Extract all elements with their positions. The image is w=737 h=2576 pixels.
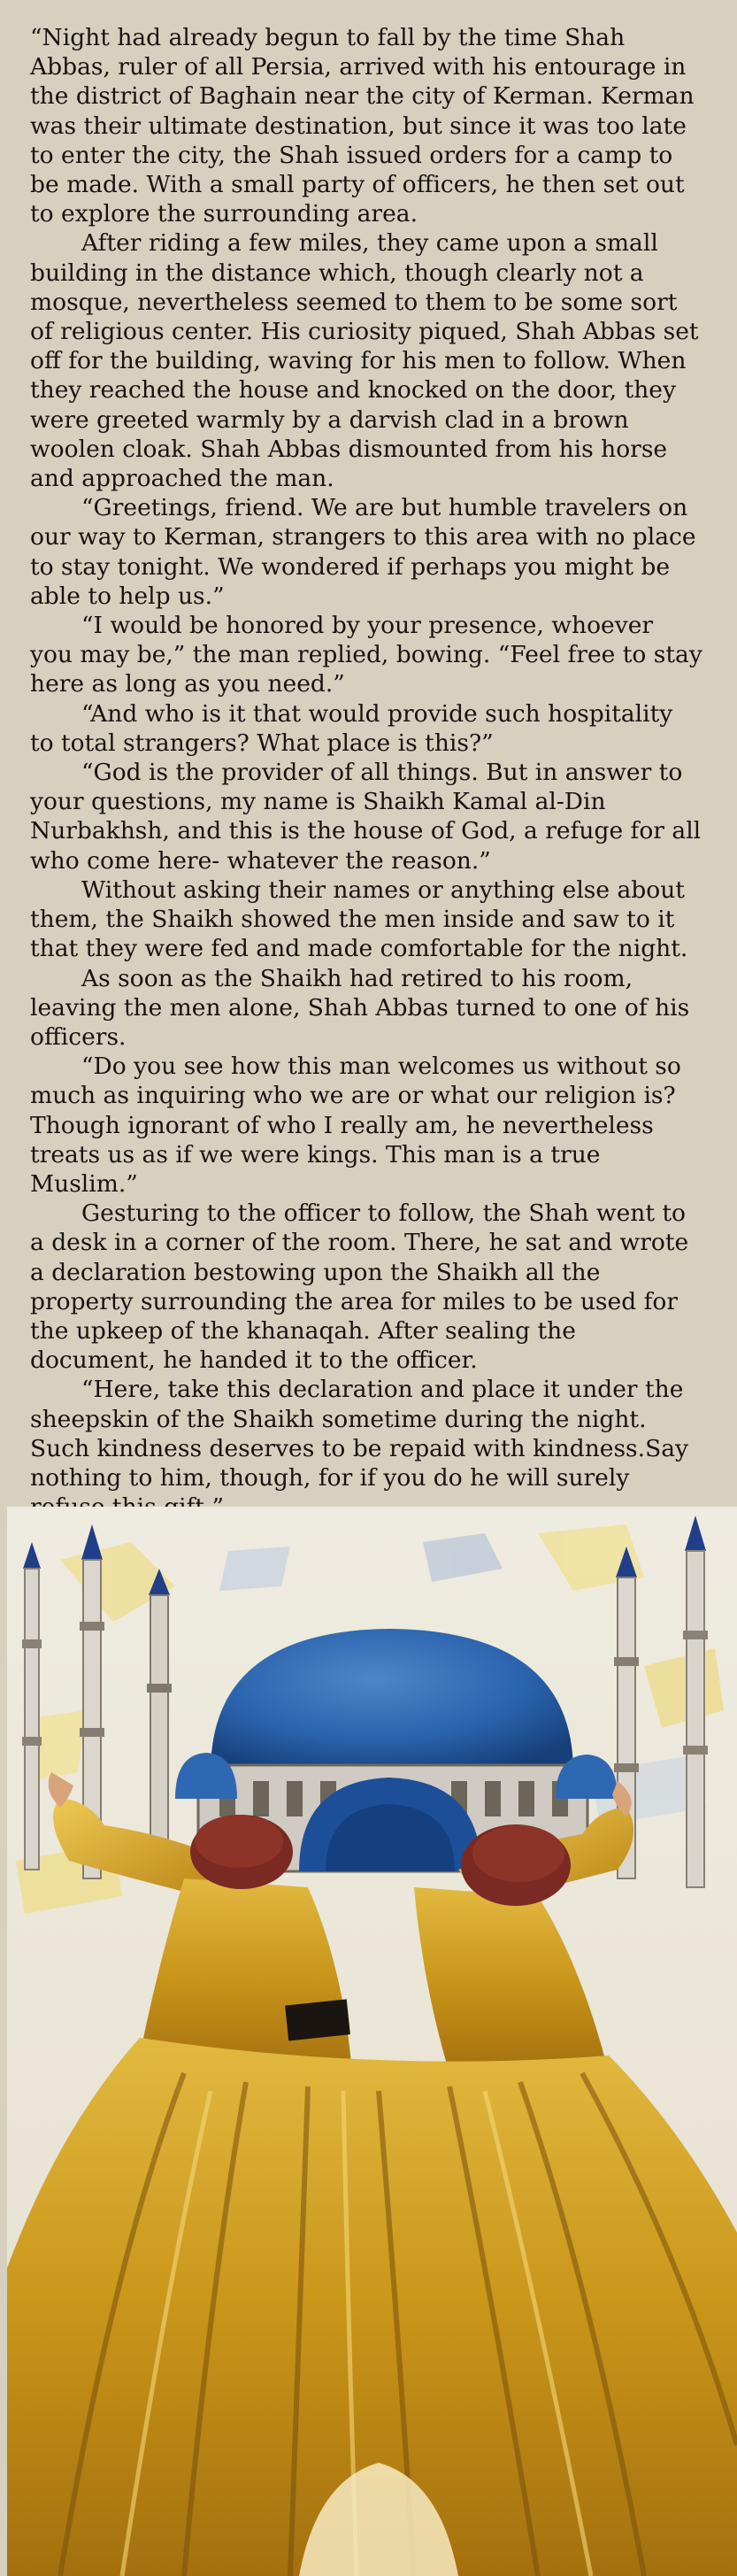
story-paragraph: After riding a few miles, they came upon a small building in the distance which, though clearly not a mosque, nevertheless seemed to them to be some sort of religious center. His curiosity piqued, Shah Abbas set off for the building, waving for his men to follow. When they reached the house and knocked on the door, they were greeted warmly by a darvish clad in a brown woolen cloak. Shah Abbas dismounted from his horse and approached the man.: [30, 229, 699, 493]
story-paragraph: “Night had already begun to fall by the time Shah Abbas, ruler of all Persia, arrived with his entourage in the district of Baghain near the city of Kerman. Kerman was their ultimate destination, but since it was too late to enter the city, the Shah issued orders for a camp to be made. With a small party of officers, he then set out to explore the surrounding area.: [30, 24, 695, 228]
minaret-right-2: [683, 1516, 708, 1887]
story-paragraph: “God is the provider of all things. But in answer to your questions, my name is Shaikh Kamal al-Din Nurbakhsh, and this is the house of God, a refuge for all who come here- whatever the reason.”: [30, 759, 702, 875]
minaret-left-1: [22, 1542, 42, 1870]
story-paragraph: As soon as the Shaikh had retired to his room, leaving the men alone, Shah Abbas turned to one of his officers.: [30, 964, 690, 1051]
story-paragraph: “I would be honored by your presence, whoever you may be,” the man replied, bowing. “Feel free to stay here as long as you need.”: [30, 612, 702, 698]
story-paragraph: “Greetings, friend. We are but humble travelers on our way to Kerman, strangers to this area with no place to stay tonight. We wondered if perhaps you might be able to help us.”: [30, 494, 696, 610]
story-paragraph: “Do you see how this man welcomes us without so much as inquiring who we are or what our religion is? Though ignorant of who I really am, he nevertheless treats us as if we were kings. This man is a true Muslim.”: [30, 1053, 681, 1198]
painting-canvas: [7, 1507, 737, 2576]
story-paragraph: “Here, take this declaration and place it under the sheepskin of the Shaikh sometime during the night. Such kindness deserves to be repaid with kindness.Say nothing to him, though, for if you do he will surely: [30, 1376, 688, 1492]
whirling-skirts: [7, 2038, 737, 2576]
story-paragraph: Without asking their names or anything else about them, the Shaikh showed the men inside and saw to it that they were fed and made comfortable for the night.: [30, 875, 688, 963]
story-text: [30, 23, 702, 1522]
story-paragraph: Gesturing to the officer to follow, the Shah went to a desk in a corner of the room. There, he sat and wrote a declaration bestowing upon the Shaikh all the property surrounding the area for miles to be used for the upkeep of the khanaqah. After sealing the document, he handed it to the officer.: [30, 1199, 689, 1375]
minaret-left-3: [147, 1569, 172, 1878]
whirling-dervishes-painting: [7, 1507, 737, 2576]
story-paragraph: “And who is it that would provide such hospitality to total strangers? What place is this?”: [30, 699, 673, 757]
